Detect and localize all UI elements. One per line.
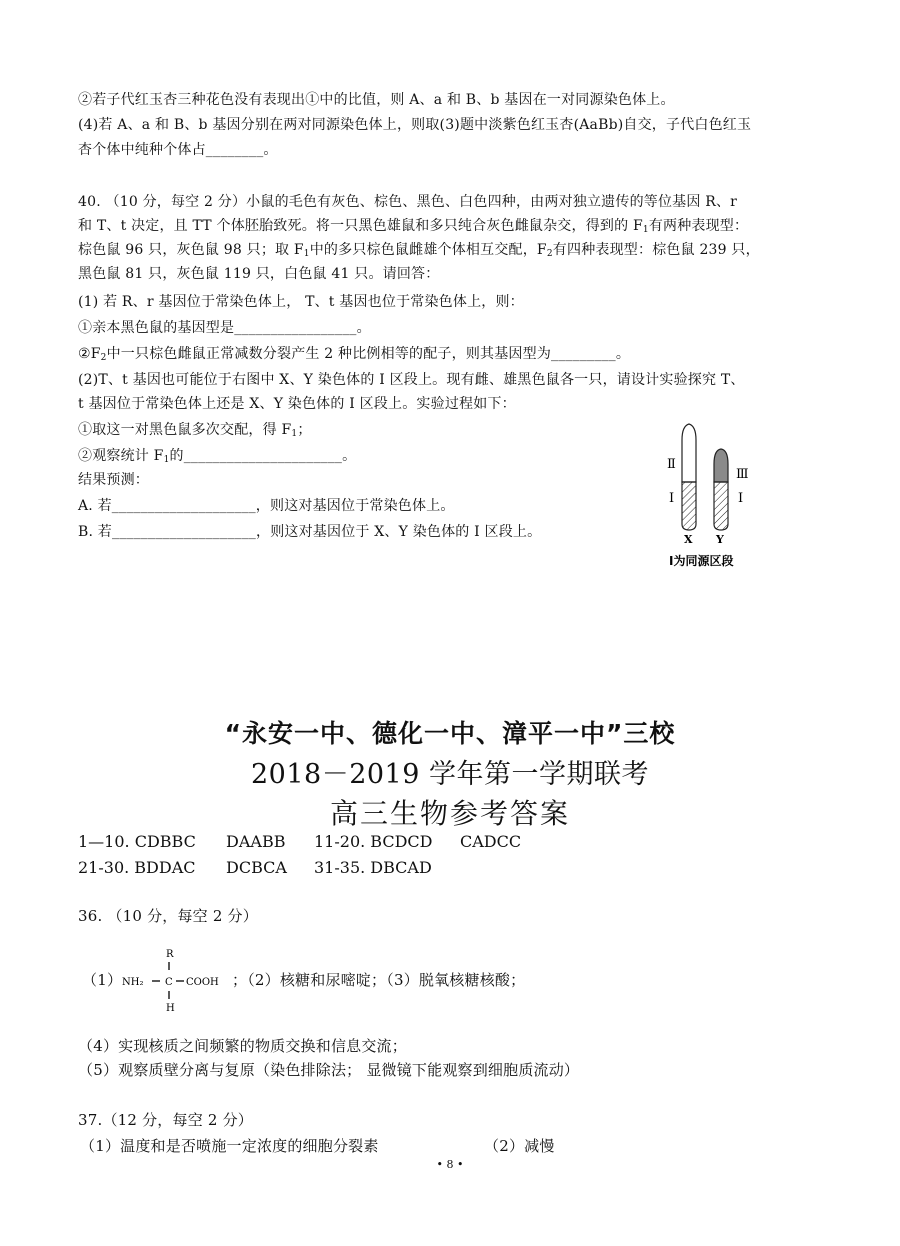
formula-NH2: NH₂ xyxy=(122,977,144,988)
diagram-caption: Ⅰ为同源区段 xyxy=(669,554,734,568)
amino-acid-structure-formula xyxy=(122,945,232,1020)
q36-part5: （5）观察质壁分离与复原（染色排除法； 显微镜下能观察到细胞质流动） xyxy=(78,1061,580,1079)
x-chromosome-upper xyxy=(682,424,696,482)
label-X: X xyxy=(684,533,693,546)
q37-part1: （1）温度和是否喷施一定浓度的细胞分裂素 xyxy=(80,1137,379,1155)
q40-line xyxy=(78,216,748,240)
q36-part1-rest: ；（2）核糖和尿嘧啶；（3）脱氧核糖核酸； xyxy=(232,971,526,989)
text: 中的多只棕色鼠雌雄个体相互交配，F xyxy=(309,242,547,258)
choice-answers: 1—10. CDBBC xyxy=(78,832,196,851)
q40-line: (1) 若 R、r 基因位于常染色体上， T、t 基因也位于常染色体上，则： xyxy=(78,294,524,310)
q40-line: B. 若____________________，则这对基因位于 X、Y 染色体的 I 区段上。 xyxy=(78,524,542,540)
q40-line xyxy=(78,420,312,444)
text: 的______________________。 xyxy=(169,448,357,464)
label-I-left: Ⅰ xyxy=(669,491,675,506)
choice-answers: 31-35. DBCAD xyxy=(314,858,432,877)
subscript: 2 xyxy=(546,249,553,259)
text: 有两种表现型： xyxy=(648,218,749,234)
text: 有四种表现型：棕色鼠 239 只， xyxy=(552,242,760,258)
subscript: 1 xyxy=(303,249,310,259)
text: 棕色鼠 96 只，灰色鼠 98 只；取 F xyxy=(78,242,304,258)
y-chromosome-upper xyxy=(714,449,728,482)
q40-line: t 基因位于常染色体上还是 X、Y 染色体的 I 区段上。实验过程如下： xyxy=(78,396,516,412)
text-line: ②若子代红玉杏三种花色没有表现出①中的比值，则 A、a 和 B、b 基因在一对同源染色体上。 xyxy=(78,92,675,108)
label-Y: Y xyxy=(716,533,724,546)
q40-line xyxy=(78,446,356,470)
formula-COOH: COOH xyxy=(186,977,219,988)
subscript: 1 xyxy=(163,455,170,465)
choice-answers: CADCC xyxy=(460,832,522,851)
text-line: 杏个体中纯种个体占________。 xyxy=(78,142,278,158)
text: 和 T、t 决定，且 TT 个体胚胎致死。将一只黑色雄鼠和多只纯合灰色雌鼠杂交，得到的 F xyxy=(78,218,643,234)
label-II: Ⅱ xyxy=(667,457,676,472)
answer-title-schools: “永安一中、德化一中、漳平一中”三校 xyxy=(224,719,676,748)
subscript: 1 xyxy=(291,429,298,439)
formula-C: C xyxy=(165,977,173,988)
choice-answers: 21-30. BDDAC xyxy=(78,858,196,877)
text: ②F xyxy=(78,346,101,362)
q40-line: (2)T、t 基因也可能位于右图中 X、Y 染色体的 I 区段上。现有雌、雄黑色鼠各一只，请设计实验探究 T、 xyxy=(78,372,745,388)
choice-answers: 11-20. BCDCD xyxy=(314,832,433,851)
subscript: 2 xyxy=(100,353,107,363)
text: ①取这一对黑色鼠多次交配，得 F xyxy=(78,422,292,438)
label-III: Ⅲ xyxy=(736,467,749,482)
q36-header: 36. （10 分，每空 2 分） xyxy=(78,907,258,925)
text: ； xyxy=(297,422,312,438)
y-chromosome-lower xyxy=(714,482,728,530)
x-chromosome-lower xyxy=(682,482,696,530)
answer-title-subject: 高三生物参考答案 xyxy=(329,797,570,830)
q40-line xyxy=(78,240,760,264)
text: ②观察统计 F xyxy=(78,448,164,464)
q40-line: A. 若____________________，则这对基因位于常染色体上。 xyxy=(78,498,455,514)
text: 中一只棕色雌鼠正常减数分裂产生 2 种比例相等的配子，则其基因型为_________。 xyxy=(106,346,631,362)
xy-chromosome-diagram xyxy=(655,420,785,570)
q40-line: 黑色鼠 81 只，灰色鼠 119 只，白色鼠 41 只。请回答： xyxy=(78,266,440,282)
q36-part4: （4）实现核质之间频繁的物质交换和信息交流； xyxy=(78,1037,407,1055)
label-I-right: Ⅰ xyxy=(738,491,744,506)
page-number: • 8 • xyxy=(436,1158,464,1171)
choice-answers: DCBCA xyxy=(226,858,287,877)
q40-line: 40. （10 分，每空 2 分）小鼠的毛色有灰色、棕色、黑色、白色四种，由两对独立遗传的等位基因 R、r xyxy=(78,194,738,210)
q40-line: ①亲本黑色鼠的基因型是_________________。 xyxy=(78,320,371,336)
q40-line: 结果预测： xyxy=(78,472,149,488)
q37-header: 37.（12 分，每空 2 分） xyxy=(78,1111,253,1129)
q37-part2: （2）减慢 xyxy=(484,1137,555,1155)
subscript: 1 xyxy=(642,225,649,235)
q40-line xyxy=(78,344,630,368)
text-line: (4)若 A、a 和 B、b 基因分别在两对同源染色体上，则取(3)题中淡紫色红玉杏(AaBb)自交，子代白色红玉 xyxy=(78,117,752,133)
formula-H: H xyxy=(166,1003,175,1014)
q36-part1-label: （1） xyxy=(82,971,123,989)
answer-title-year: 2018－2019 学年第一学期联考 xyxy=(250,759,649,790)
formula-R: R xyxy=(166,949,174,960)
choice-answers: DAABB xyxy=(226,832,286,851)
